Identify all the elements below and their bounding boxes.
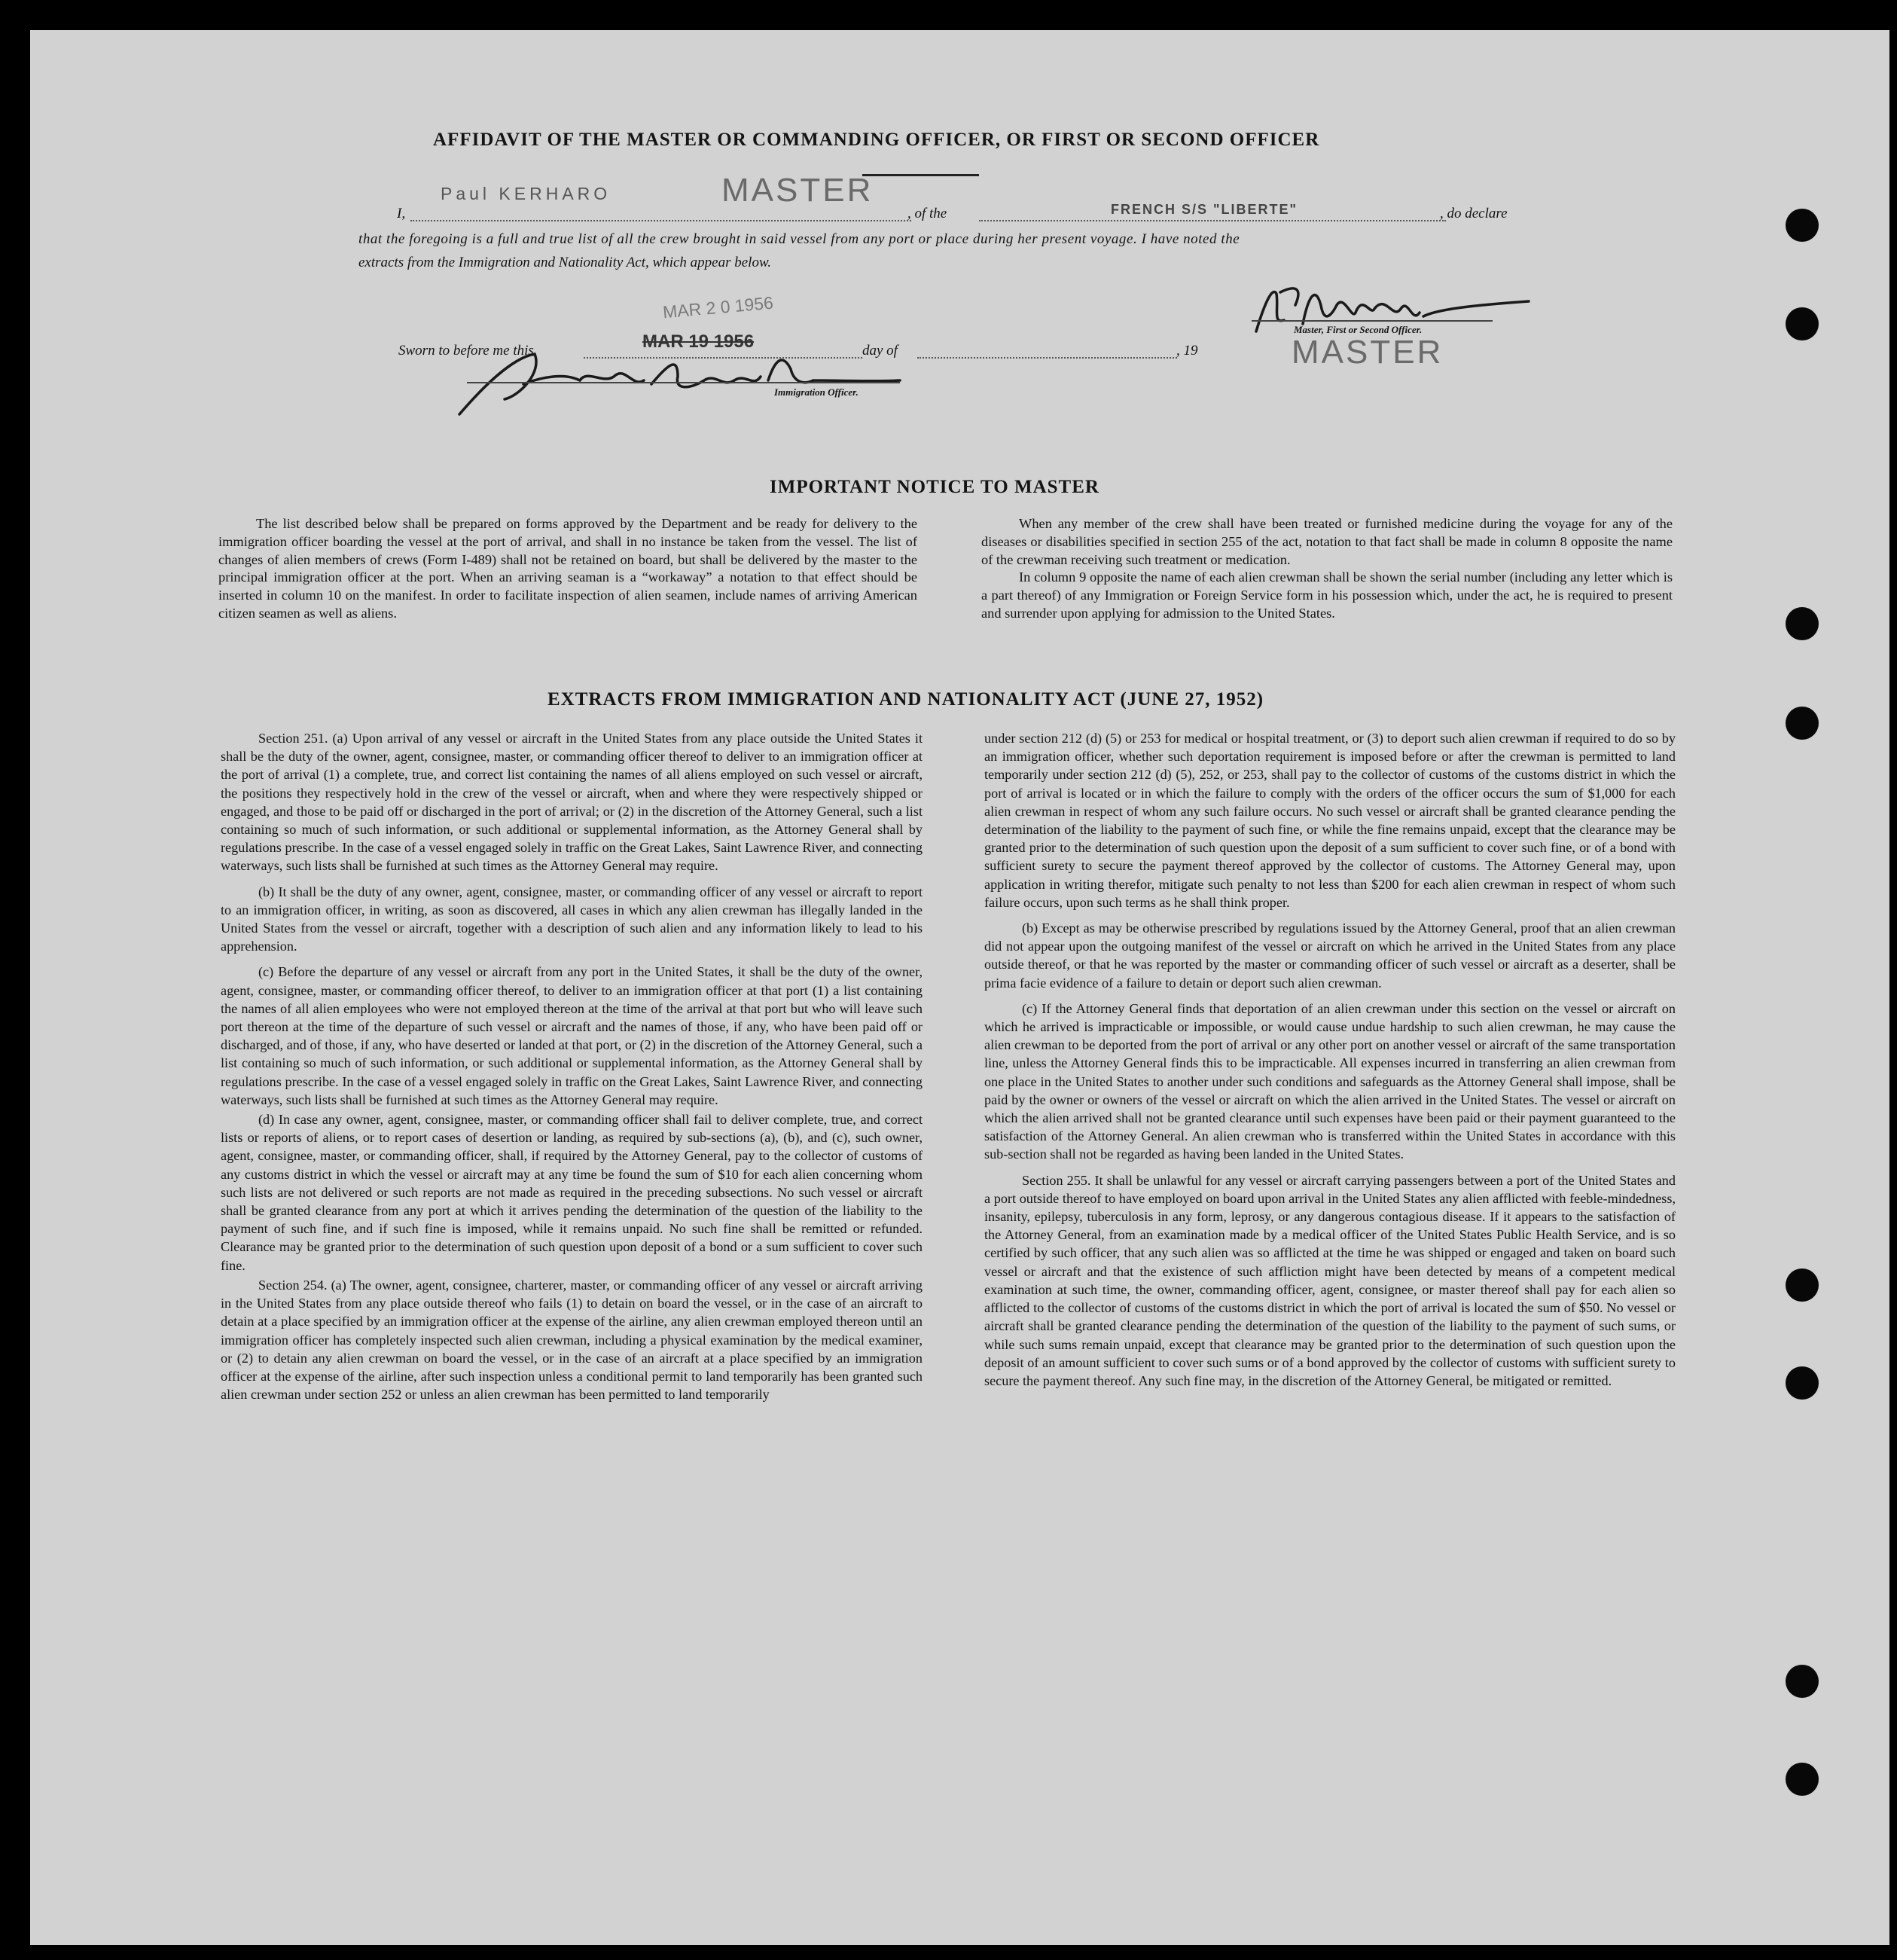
of-the-label: , of the [907, 206, 947, 221]
binder-hole [1786, 1366, 1819, 1400]
notice-right-paragraph-1: When any member of the crew shall have been treated or furnished medicine during the voyage for any of the diseases or disabilities specified in section 255 of the act, notation to that fact shall be made in column 8 opposite the name of the crewman receiving such treatment or medication. [981, 516, 1673, 567]
name-field-line [410, 220, 911, 221]
extracts-heading: EXTRACTS FROM IMMIGRATION AND NATIONALITY ACT (JUNE 27, 1952) [547, 689, 1264, 710]
date-stamp-corrected: MAR 2 0 1956 [662, 292, 774, 322]
binder-hole [1786, 307, 1819, 340]
month-line [917, 357, 1177, 359]
binder-hole [1786, 1665, 1819, 1698]
master-name: Paul KERHARO [441, 184, 611, 203]
binder-hole [1786, 1763, 1819, 1796]
do-declare-label: , do declare [1440, 206, 1508, 221]
immigration-signature-line [467, 382, 900, 383]
extracts-left-column [221, 729, 923, 1411]
binder-hole [1786, 607, 1819, 640]
section-254-a-continued: under section 212 (d) (5) or 253 for medical or hospital treatment, or (3) to deport such alien crewman if required to do so by an immigration officer, whether such deportation requirement is imposed before or after the crewman is permitted to land temporarily under section 212 (d) (5), 252, or 253, shall pay to the collector of customs of the customs district in which the port of arrival is located or in which the failure to comply with the orders of the officer occurs the sum of $1,000 for each alien crewman in respect of whom any such failure occurs. No such vessel or aircraft shall be granted clearance pending the determination of the liability to the payment of such fine, or while the fine remains unpaid, except that the clearance may be granted prior to the determination of such question upon the deposit of a sum sufficient to cover such fine, or of a bond with sufficient surety to secure the payment thereof approved by the collector of customs. The Attorney General may, upon application in writing therefor, mitigate such penalty to not less than $200 for each alien crewman in respect of whom such failure occurs, upon such terms as he shall think proper. [984, 731, 1676, 910]
immigration-caption: Immigration Officer. [774, 386, 859, 398]
section-251-c: (c) Before the departure of any vessel or aircraft from any port in the United States, it shall be the duty of the owner, agent, consignee, master, or commanding officer thereof, to deliver to an immigration officer at that port (1) a list containing the names of all alien employees who were not employed thereon at the time of the arrival at that port but who will leave such port thereon at the time of the departure of such vessel or aircraft and the names of those, if any, who have been paid off or discharged, and of those, if any, who have deserted or landed at that port, or (2) in the discretion of the Attorney General, such a list containing so much of such information, or such additional or supplemental information, as the Attorney General shall by regulations prescribe. In the case of a vessel engaged solely in traffic on the Great Lakes, Saint Lawrence River, and connecting waterways, such lists shall be furnished at such times as the Attorney General may require. [221, 964, 923, 1107]
declaration-text-line-2: extracts from the Immigration and Nationality Act, which appear below. [358, 255, 771, 270]
vessel-field-line [979, 220, 1446, 221]
section-251-b: (b) It shall be the duty of any owner, agent, consignee, master, or commanding officer of any vessel or aircraft to report to an immigration officer, in writing, as soon as discovered, all cases in which any alien crewman has illegally landed in the United States from the vessel or aircraft, together with a description of such alien and any information likely to lead to his apprehension. [221, 884, 923, 954]
i-label: I, [397, 206, 406, 221]
master-signature-line [1252, 320, 1493, 322]
year-label: , 19 [1176, 343, 1198, 359]
section-254-c: (c) If the Attorney General finds that deportation of an alien crewman under this section on the vessel or aircraft on which he arrived is impracticable or impossible, or would cause undue hardship to such alien crewman, he may cause the alien crewman to be deported from the port of arrival or any other port on another vessel or aircraft of the same transportation line, unless the Attorney General finds this to be impracticable. All expenses incurred in transferring an alien crewman from one place in the United States to another under such conditions and safeguards as the Attorney General shall impose, shall be paid by the owner or owners of the vessel or aircraft on which the alien arrived in the United States. The vessel or aircraft on which the alien arrived shall not be granted clearance until such expenses have been paid or their payment guaranteed to the satisfaction of the Attorney General. An alien crewman who is transferred within the United States in accordance with this sub-section shall not be regarded as having been landed in the United States. [984, 1000, 1676, 1162]
binder-hole [1786, 1269, 1819, 1302]
section-255: Section 255. It shall be unlawful for any vessel or aircraft carrying passengers between a port of the United States and a port outside thereof to have employed on board upon arrival in the United States any alien afflicted with feeble-mindedness, insanity, epilepsy, tuberculosis in any form, leprosy, or any dangerous contagious disease. If it appears to the satisfaction of the Attorney General, from an examination made by a medical officer of the United States Public Health Service, and is so certified by such officer, that any such alien was so afflicted at the time he was shipped or engaged and taken on board such vessel or aircraft and that the existence of such affliction might have been detected by means of a competent medical examination at such time, the owner, commanding officer, agent, consignee, or master thereof shall pay for each alien so afflicted to the collector of customs of the customs district in which the port of arrival is located the sum of $50. No vessel or aircraft shall be granted clearance pending the determination of the question of the liability to the payment of such sums, or while such sums remain unpaid, except that clearance may be granted prior to the determination of such question upon the deposit of an amount sufficient to cover such sums or of a bond approved by the collector of customs with sufficient surety to secure the payment thereof. Any such fine may, in the discretion of the Attorney General, be mitigated or remitted. [984, 1172, 1676, 1388]
title-underline [862, 174, 979, 176]
notice-right-column [981, 515, 1673, 623]
immigration-officer-signature [452, 343, 904, 418]
sworn-label: Sworn to before me this [398, 343, 534, 359]
affidavit-title: AFFIDAVIT OF THE MASTER OR COMMANDING OFFICER, OR FIRST OR SECOND OFFICER [433, 130, 1320, 150]
date-stamp-struck: MAR 19 1956 [642, 331, 755, 352]
master-title-stamp: MASTER [721, 172, 874, 209]
section-251-a: Section 251. (a) Upon arrival of any vessel or aircraft in the United States from any place outside the United States it shall be the duty of the owner, agent, consignee, master, or commanding officer thereof to deliver to an immigration officer at the port of arrival (1) a complete, true, and correct list containing the names of all aliens employed on such vessel or aircraft, the positions they respectively hold in the crew of the vessel or aircraft, when and where they were respectively shipped or engaged, and those to be paid off or discharged in the port of arrival; or (2) in the discretion of the Attorney General, such a list containing so much of such information, or such additional or supplemental information, as the Attorney General shall by regulations prescribe. In the case of a vessel engaged solely in traffic on the Great Lakes, Saint Lawrence River, and connecting waterways, such lists shall be furnished at such times as the Attorney General may require. [221, 731, 923, 874]
section-251-d: (d) In case any owner, agent, consignee, master, or commanding officer shall fail to deliver complete, true, and correct lists or reports of aliens, or to report cases of desertion or landing, as required by sub-sections (a), (b), and (c), such owner, agent, consignee, master, or commanding officer, shall, if required by the Attorney General, pay to the collector of customs of any customs district in which the vessel or aircraft may at any time be found the sum of $10 for each alien concerning whom such lists are not delivered or such reports are not made as required in the preceding subsections. No such vessel or aircraft shall be granted clearance from any port at which it arrives pending the determination of the question of the liability to the payment of such fine, and if such fine is imposed, while it remains unpaid. No such fine shall be remitted or refunded. Clearance may be granted prior to the determination of such question upon deposit of a bond or a sum sufficient to cover such fine. [221, 1112, 923, 1273]
binder-hole [1786, 707, 1819, 740]
section-254-a: Section 254. (a) The owner, agent, consignee, charterer, master, or commanding officer of any vessel or aircraft arriving in the United States from any place outside thereof who fails (1) to detain on board the vessel, or in the case of an aircraft to detain at a place specified by an immigration officer at the expense of the airline, any alien crewman employed thereon until an immigration officer has completely inspected such alien crewman, including a physical examination by the medical examiner, or (2) to detain any alien crewman on board the vessel, or in the case of an aircraft at a place specified by an immigration officer at the expense of the airline, after such inspection unless a conditional permit to land temporarily has been granted such alien crewman under section 252 or unless an alien crewman has been permitted to land temporarily [221, 1277, 923, 1403]
master-stamp: MASTER [1292, 334, 1444, 371]
section-254-b: (b) Except as may be otherwise prescribed by regulations issued by the Attorney General, proof that an alien crewman did not appear upon the outgoing manifest of the vessel or aircraft on which he arrived in the United States from any place outside thereof, or that he was reported by the master or commanding officer of such vessel or aircraft as a deserter, shall be prima facie evidence of a failure to detain or deport such alien crewman. [984, 920, 1676, 991]
notice-left-paragraph: The list described below shall be prepared on forms approved by the Department and be ready for delivery to the immigration officer boarding the vessel at the port of arrival, and shall in no instance be taken from the vessel. The list of changes of alien members of crews (Form I-489) shall not be retained on board, but shall be delivered by the master to the principal immigration officer at the port. When an arriving seaman is a “workaway” a notation to that effect should be inserted in column 10 on the manifest. In order to facilitate inspection of alien seamen, include names of arriving American citizen seamen as well as aliens. [218, 516, 917, 621]
master-caption: Master, First or Second Officer. [1294, 324, 1423, 335]
notice-left-column [218, 515, 917, 623]
extracts-right-column [984, 729, 1676, 1397]
binder-hole [1786, 209, 1819, 242]
notice-right-paragraph-2: In column 9 opposite the name of each alien crewman shall be shown the serial number (including any letter which is a part thereof) of any Immigration or Foreign Service form in his possession which, under the act, he is required to present and surrender upon applying for admission to the United States. [981, 569, 1673, 621]
day-of-label: day of [862, 343, 898, 359]
vessel-name: FRENCH S/S "LIBERTE" [1111, 202, 1298, 217]
declaration-text-line-1: that the foregoing is a full and true list of all the crew brought in said vessel from any port or place during her present voyage. I have noted the [358, 231, 1240, 247]
notice-heading: IMPORTANT NOTICE TO MASTER [770, 477, 1099, 497]
